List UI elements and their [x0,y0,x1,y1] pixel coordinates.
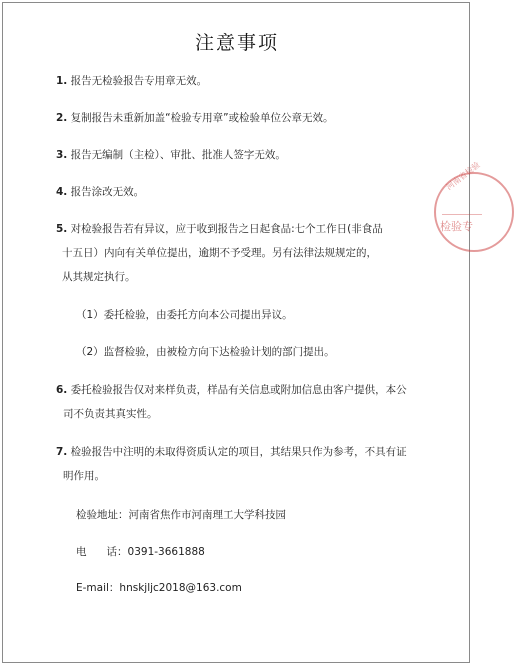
item-text: 复制报告未重新加盖“检验专用章”或检验单位公章无效。 [70,112,334,124]
notice-item-4 [56,186,144,199]
notice-item-3 [56,149,286,162]
seal-text-top: 河南省检验 [444,160,482,192]
email-address: E-mail：hnskjljc2018@163.com [76,582,242,594]
item-number: 6. [56,384,68,396]
item-text: 报告无编制（主检）、审批、批准人签字无效。 [70,149,286,161]
item-text: 委托检验报告仅对来样负责，样品有关信息或附加信息由客户提供，本公 [70,384,407,396]
item-number: 4. [56,186,68,198]
item-text: 检验报告中注明的未取得资质认定的项目，其结果只作为参考，不具有证 [70,446,407,458]
item-text: 报告无检验报告专用章无效。 [70,75,208,87]
item-text: 报告涂改无效。 [70,186,145,198]
notice-subitem-1: （1）委托检验，由委托方向本公司提出异议。 [76,309,293,321]
notice-item-6-line-1 [56,384,407,397]
seal-divider [442,214,482,215]
phone-number: 电 话：0391-3661888 [76,546,205,558]
document-page [2,2,470,663]
item-text: 对检验报告若有异议，应于收到报告之日起食品:七个工作日(非食品 [70,223,383,235]
inspection-seal-stamp [434,160,514,252]
notice-item-5-line-3: 从其规定执行。 [62,271,136,283]
item-number: 7. [56,446,68,458]
notice-item-6-line-2: 司不负责其真实性。 [63,408,158,420]
notice-item-5-line-2: 十五日）内向有关单位提出，逾期不予受理。另有法律法规规定的， [62,247,377,259]
item-number: 1. [56,75,68,87]
notice-item-5-line-1 [56,223,383,236]
item-number: 2. [56,112,68,124]
test-address: 检验地址：河南省焦作市河南理工大学科技园 [76,509,286,521]
notice-item-2 [56,112,334,125]
item-number: 5. [56,223,68,235]
item-number: 3. [56,149,68,161]
notice-item-7-line-1 [56,446,407,459]
notice-subitem-2: （2）监督检验，由被检方向下达检验计划的部门提出。 [76,346,335,358]
notice-item-7-line-2: 明作用。 [63,470,105,482]
notice-item-1 [56,75,207,88]
page-title: 注意事项 [194,32,279,54]
seal-text-mid: 检验专 [440,220,473,233]
